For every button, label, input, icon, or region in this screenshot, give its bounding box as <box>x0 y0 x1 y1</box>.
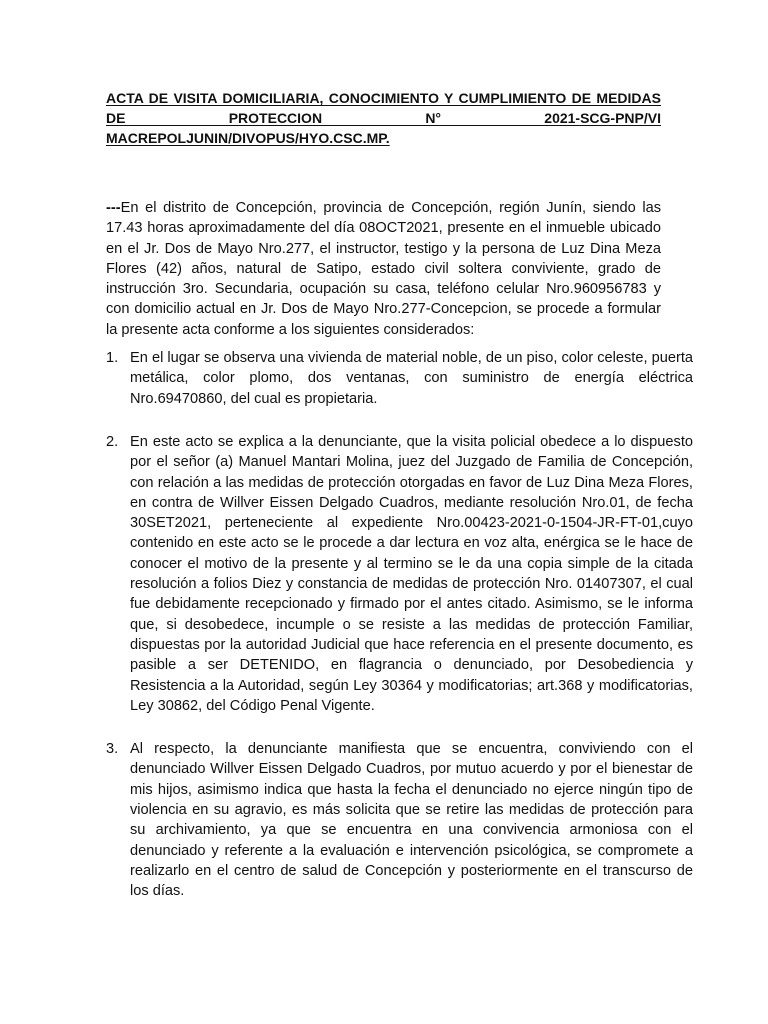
item-text: En el lugar se observa una vivienda de material noble, de un piso, color celeste, puerta metálica, color plomo, dos ventanas, con suministro de energía eléctrica Nro.69470860, del cual es propietaria. <box>130 350 693 407</box>
item-number: 1. <box>106 350 119 367</box>
item-number: 3. <box>106 741 119 758</box>
item-number: 2. <box>106 433 119 450</box>
title-line-3: MACREPOLJUNIN/DIVOPUS/HYO.CSC.MP. <box>106 130 390 146</box>
considerations-list <box>106 348 693 901</box>
item-text: Al respecto, la denunciante manifiesta que se encuentra, conviviendo con el denunciado Willver Eissen Delgado Cuadros, por mutuo acuerdo y por el bienestar de mis hijos, asimismo indica que hasta la fecha el denunciado no ejerce ningún tipo de violencia en su agravio, es más solicita que se retire las medidas de protección para su archivamiento, ya que se encuentra en una convivencia armoniosa con el denunciado y referente a la evaluación e intervención psicológica, se compromete a realizarlo en el centro de salud de Concepción y posteriormente en el transcurso de los días. <box>130 741 693 900</box>
title-line-2: DE PROTECCION N° 2021-SCG-PNP/VI <box>106 110 661 126</box>
list-item <box>84 348 693 409</box>
title-line-1: ACTA DE VISITA DOMICILIARIA, CONOCIMIENTO Y CUMPLIMIENTO DE MEDIDAS <box>106 90 661 106</box>
intro-paragraph <box>106 198 661 340</box>
list-item <box>84 739 693 901</box>
intro-text: En el distrito de Concepción, provincia de Concepción, región Junín, siendo las 17.43 horas aproximadamente del día 08OCT2021, presente en el inmueble ubicado en el Jr. Dos de Mayo Nro.277, el instructor, testigo y la persona de Luz Dina Meza Flores (42) años, natural de Satipo, estado civil soltera conviviente, grado de instrucción 3ro. Secundaria, ocupación su casa, teléfono celular Nro.960956783 y con domicilio actual en Jr. Dos de Mayo Nro.277-Concepcion, se procede a formular la presente acta conforme a los siguientes considerados: <box>106 200 661 338</box>
document-title <box>106 88 661 148</box>
document-page <box>106 88 693 902</box>
list-item <box>84 432 693 716</box>
intro-lead-dashes: --- <box>106 200 121 216</box>
item-text: En este acto se explica a la denunciante, que la visita policial obedece a lo dispuesto por el señor (a) Manuel Mantari Molina, juez del Juzgado de Familia de Concepción, con relación a las medidas de protección otorgadas en favor de Luz Dina Meza Flores, en contra de Willver Eissen Delgado Cuadros, mediante resolución Nro.01, de fecha 30SET2021, perteneciente al expediente Nro.00423-2021-0-1504-JR-FT-01,cuyo contenido en este acto se le procede a dar lectura en voz alta, enérgica se le hace de conocer el motivo de la presente y al termino se le da una copia simple de la citada resolución a folios Diez y constancia de medidas de protección Nro. 01407307, el cual fue debidamente recepcionado y firmado por el antes citado. Asimismo, se le informa que, si desobedece, incumple o se resiste a las medidas de protección Familiar, dispuestas por la autoridad Judicial que hace referencia en el presente documento, es pasible a ser DETENIDO, en flagrancia o denunciado, por Desobediencia y Resistencia a la Autoridad, según Ley 30364 y modificatorias; art.368 y modificatorias, Ley 30862, del Código Penal Vigente. <box>130 433 693 714</box>
